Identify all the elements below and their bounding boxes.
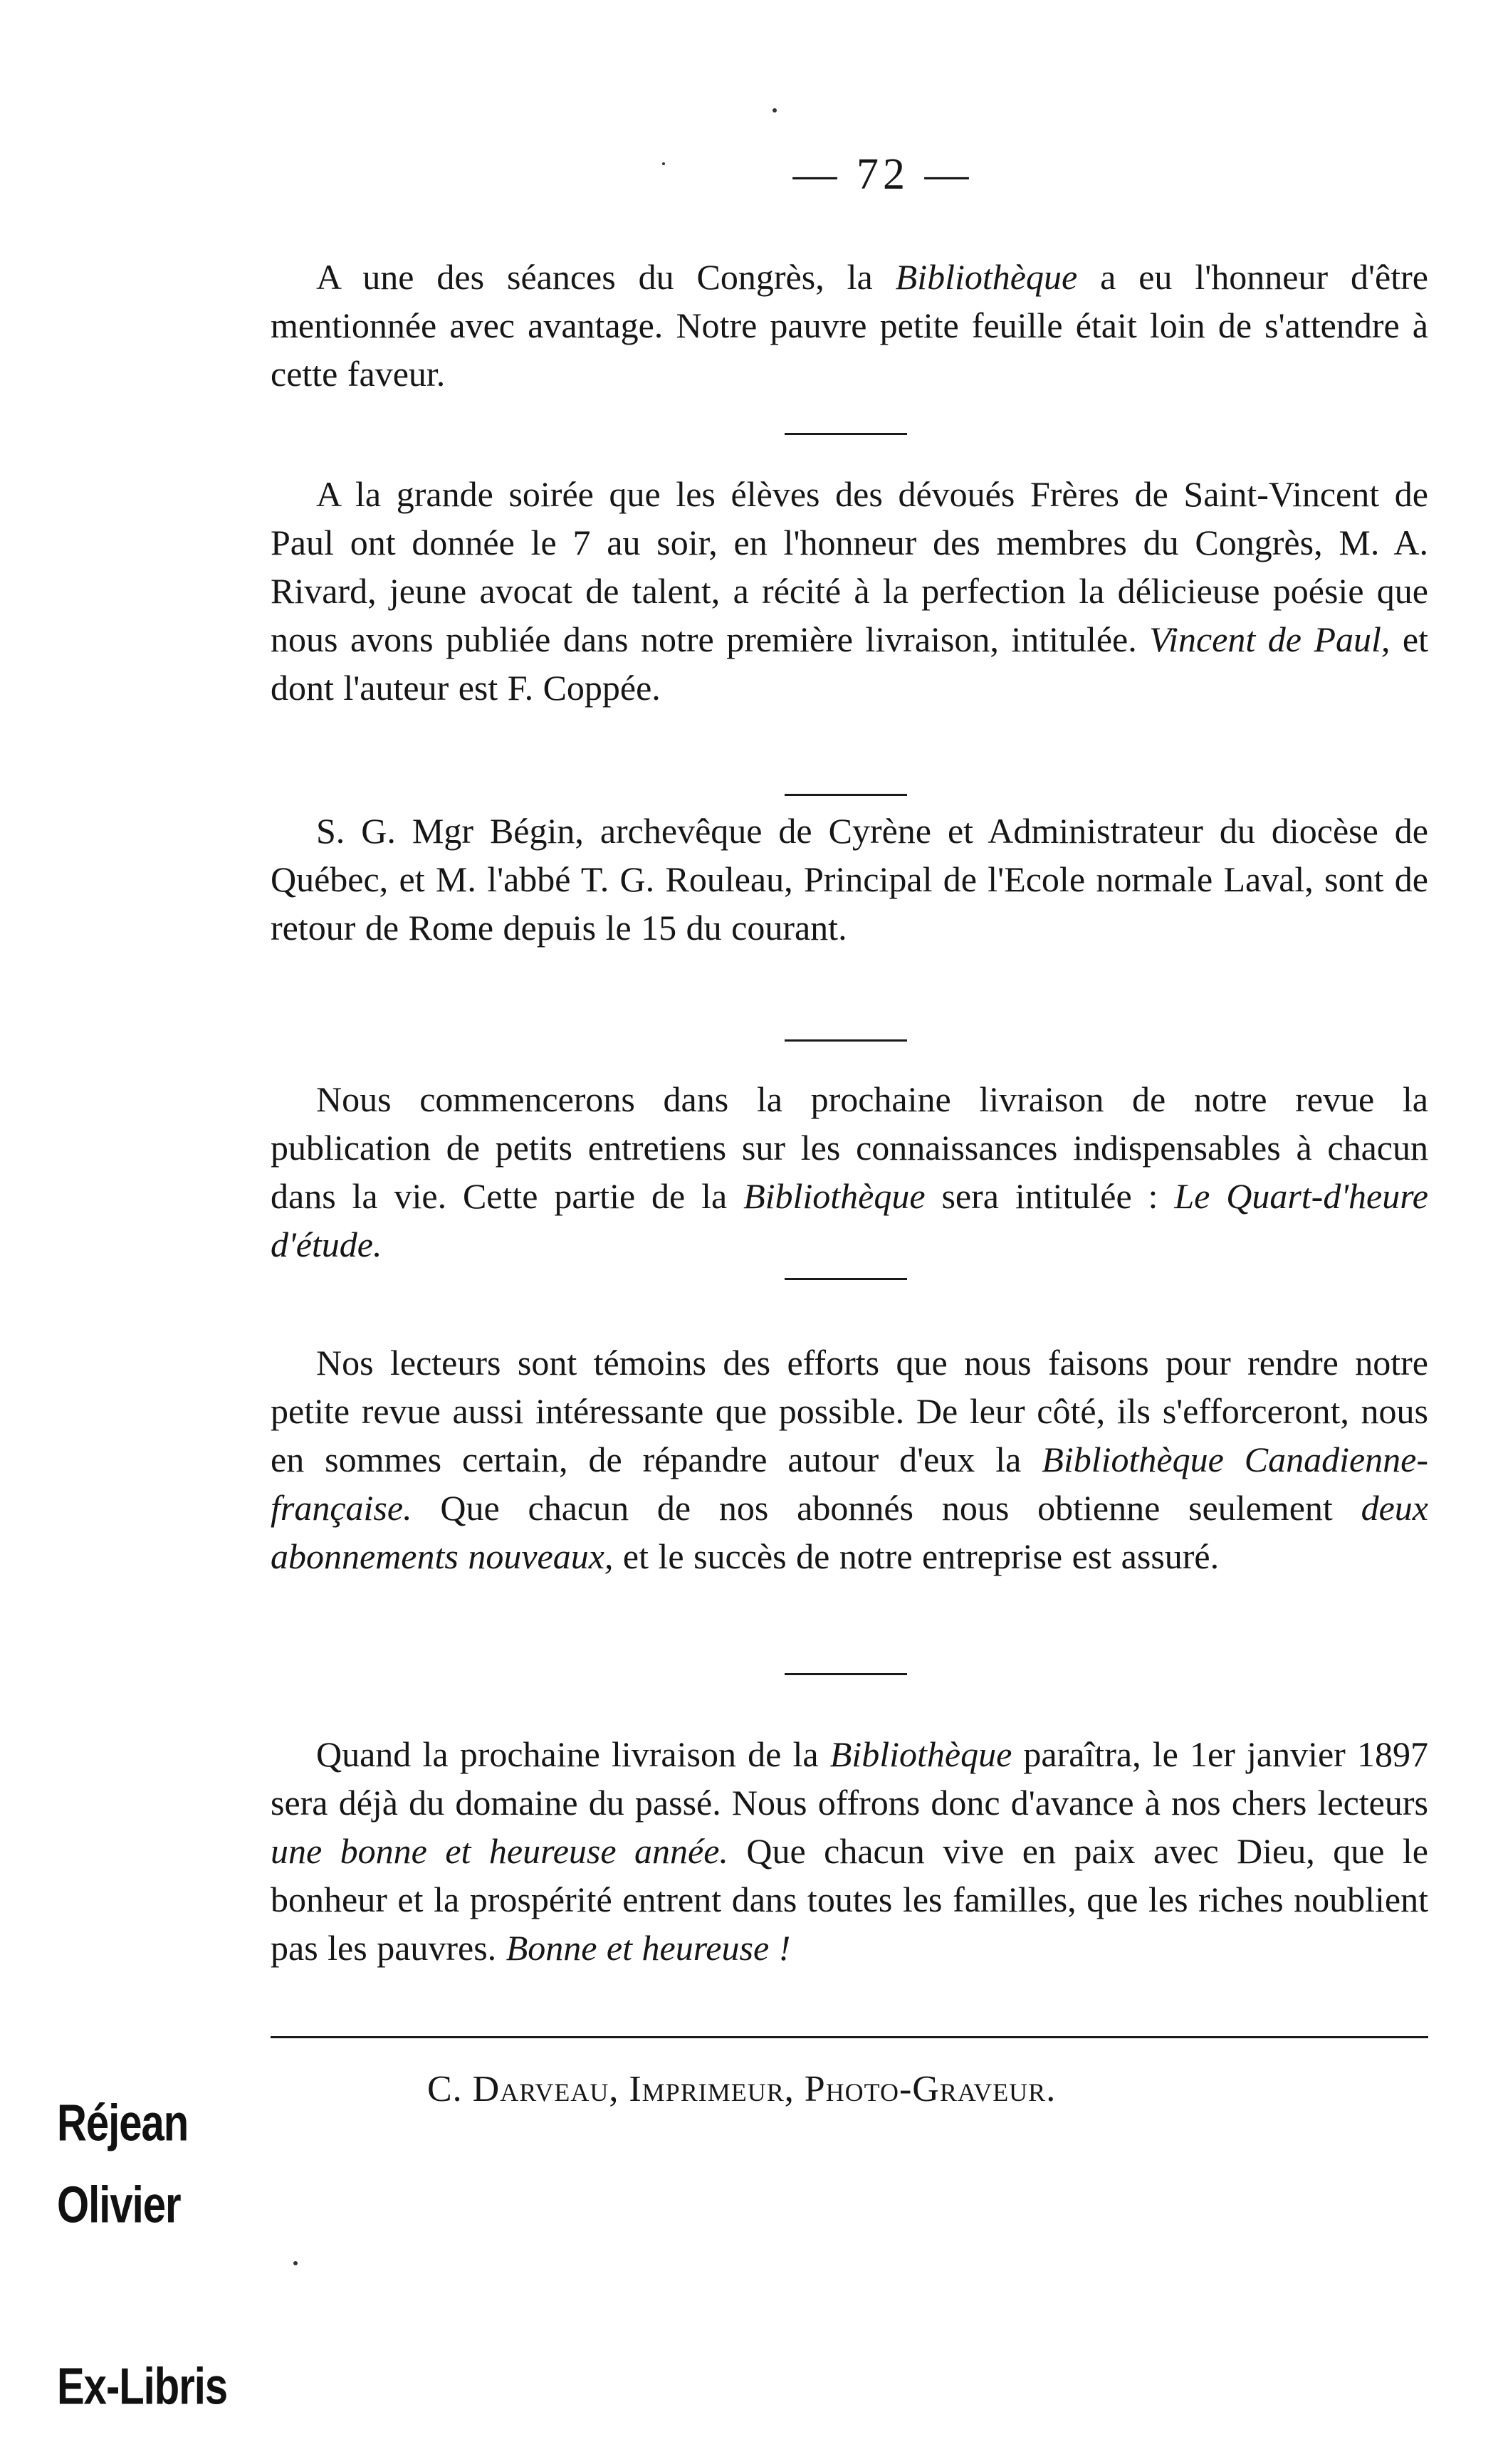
- ex-libris-stamp-surname: Olivier: [57, 2176, 181, 2234]
- separator-rule: [785, 794, 907, 796]
- paragraph-mgr-begin: [271, 807, 1428, 952]
- text-segment: et dont l'auteur est F. Coppée.: [271, 619, 1429, 708]
- italic-text-segment: Bibliothèque: [829, 1734, 1012, 1774]
- separator-rule: [785, 1278, 907, 1280]
- text-segment: a eu l'honneur d'être mentionnée avec avantage. Notre pauvre petite feuille était loin de s'attendre à cette faveur.: [271, 257, 1428, 394]
- separator-rule: [785, 1039, 907, 1042]
- italic-text-segment: Bibliothèque Canadienne-française.: [271, 1440, 1428, 1528]
- print-speck: [662, 162, 665, 165]
- text-segment: Quand la prochaine livraison de la: [316, 1734, 830, 1774]
- italic-text-segment: Le Quart-d'heure d'étude.: [271, 1176, 1428, 1264]
- italic-text-segment: Bibliothèque: [743, 1176, 926, 1216]
- separator-rule: [785, 1673, 907, 1675]
- print-speck: [293, 2261, 298, 2265]
- text-segment: et le succès de notre entreprise est assuré.: [613, 1536, 1220, 1576]
- italic-text-segment: Vincent de Paul,: [1149, 619, 1391, 659]
- ex-libris-stamp-name: Réjean: [57, 2094, 189, 2152]
- text-segment: Nous commencerons dans la prochaine livraison de notre revue la publication de petits entretiens sur les connaissances indispensables à chacun dans la vie. Cette partie de la: [271, 1079, 1428, 1216]
- text-segment: paraîtra, le 1er janvier 1897 sera déjà du domaine du passé. Nous offrons donc d'avance à nos chers lecteurs: [271, 1734, 1429, 1823]
- italic-text-segment: une bonne et heureuse année.: [271, 1831, 728, 1871]
- paragraph-congress: [271, 253, 1428, 398]
- text-segment: A la grande soirée que les élèves des dévoués Frères de Saint-Vincent de Paul ont donnée le 7 au soir, en l'honneur des membres du Congrès, M. A. Rivard, jeune avocat de talent, a récité à la perfection la délicieuse poésie que nous avons publiée dans notre première livraison, intitulée.: [271, 474, 1428, 659]
- paragraph-nouvel-an: [271, 1730, 1428, 1972]
- separator-rule: [785, 433, 907, 435]
- italic-text-segment: Bibliothèque: [895, 257, 1078, 297]
- ex-libris-stamp-label: Ex-Libris: [57, 2357, 228, 2416]
- text-segment: A une des séances du Congrès, la: [316, 257, 896, 297]
- printer-imprint: C. Darveau, Imprimeur, Photo-Graveur.: [427, 2069, 1057, 2109]
- italic-text-segment: Bonne et heureuse !: [506, 1928, 791, 1968]
- paragraph-soiree: [271, 470, 1428, 712]
- paragraph-quart-dheure: [271, 1075, 1428, 1269]
- text-segment: Nos lecteurs sont témoins des efforts que nous faisons pour rendre notre petite revue aussi intéressante que possible. De leur côté, ils s'efforceront, nous en sommes certain, de répandre autour d'eux la: [271, 1343, 1428, 1479]
- paragraph-lecteurs: [271, 1338, 1428, 1580]
- page-number: — 72 —: [792, 150, 973, 199]
- text-segment: sera intitulée :: [925, 1176, 1175, 1216]
- print-speck: [773, 108, 777, 112]
- footer-rule: [271, 2036, 1428, 2038]
- text-segment: Que chacun de nos abonnés nous obtienne seulement: [412, 1488, 1361, 1528]
- text-segment: S. G. Mgr Bégin, archevêque de Cyrène et Administrateur du diocèse de Québec, et M. l'abbé T. G. Rouleau, Principal de l'Ecole normale Laval, sont de retour de Rome depuis le 15 du courant.: [271, 811, 1428, 948]
- italic-text-segment: deux abonnements nouveaux,: [271, 1488, 1428, 1576]
- text-segment: Que chacun vive en paix avec Dieu, que le bonheur et la prospérité entrent dans toutes les familles, que les riches noublient pas les pauvres.: [271, 1831, 1428, 1968]
